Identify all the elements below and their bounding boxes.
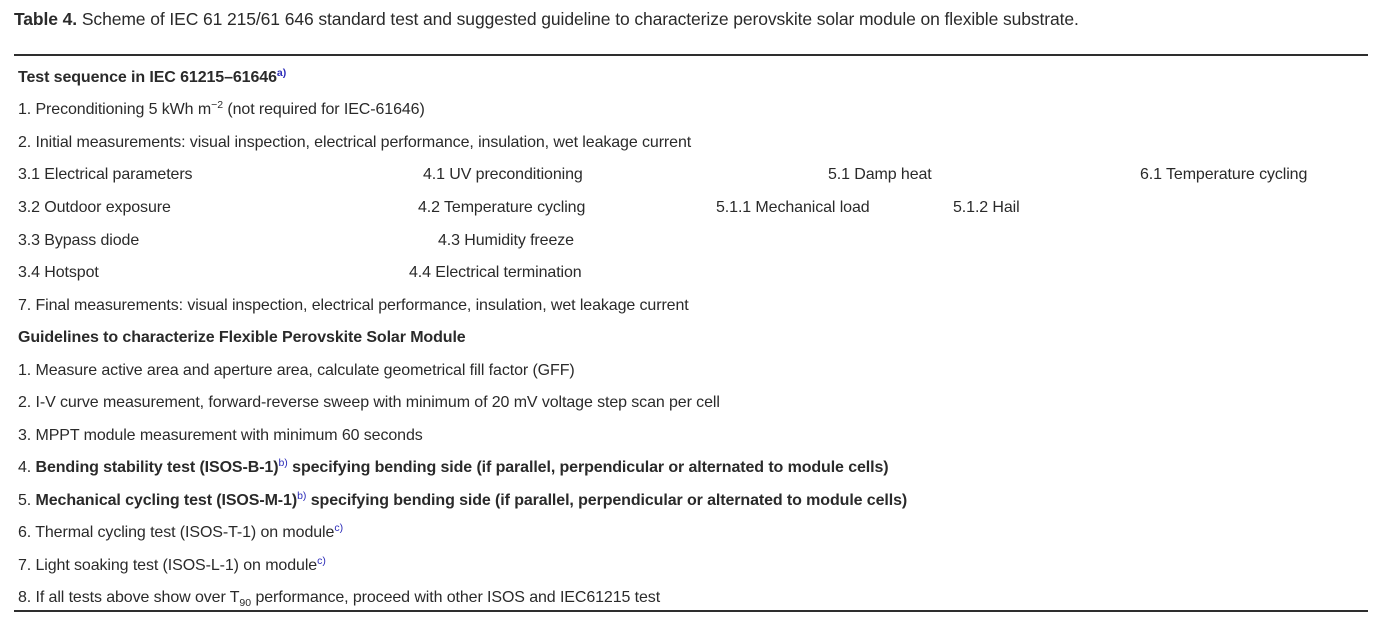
table-caption-text: Scheme of IEC 61 215/61 646 standard test and suggested guideline to characterize perovskite solar module on flexible substrate.: [77, 9, 1079, 29]
guideline-item-1: 1. Measure active area and aperture area, calculate geometrical fill factor (GFF): [18, 362, 575, 379]
grid-cell-4-2: 4.2 Temperature cycling: [418, 199, 586, 216]
test-sequence-grid-row-3: [0, 231, 1356, 251]
grid-cell-5-1-2: 5.1.2 Hail: [953, 199, 1020, 216]
item-5-test-name: Mechanical cycling test (ISOS-M-1): [35, 492, 298, 509]
guideline-item-2: 2. I-V curve measurement, forward-reverse sweep with minimum of 20 mV voltage step scan per cell: [18, 394, 720, 411]
item-8-post: performance, proceed with other ISOS and IEC61215 test: [251, 589, 661, 606]
item-1-pre: 1. Preconditioning 5 kWh m: [18, 101, 212, 118]
grid-cell-5-1: 5.1 Damp heat: [828, 166, 932, 183]
grid-cell-3-1: 3.1 Electrical parameters: [18, 166, 193, 183]
table-caption: [14, 9, 1079, 30]
item-8-subscript-t90: 90: [239, 597, 252, 609]
footnote-marker-a: a): [276, 67, 287, 79]
item-5-description: specifying bending side (if parallel, perpendicular or alternated to module cells): [306, 492, 908, 509]
item-1-exponent: −2: [211, 99, 224, 111]
item-5-number: 5.: [18, 492, 36, 509]
test-sequence-grid-row-1: [0, 165, 1356, 185]
grid-cell-3-4: 3.4 Hotspot: [18, 264, 99, 281]
table-bottom-rule: [14, 610, 1368, 612]
item-4-number: 4.: [18, 459, 36, 476]
test-sequence-item-1: [18, 100, 425, 121]
grid-cell-6-1: 6.1 Temperature cycling: [1140, 166, 1308, 183]
grid-cell-3-2: 3.2 Outdoor exposure: [18, 199, 171, 216]
section-header-test-sequence: [18, 68, 286, 89]
item-4-description: specifying bending side (if parallel, perpendicular or alternated to module cells): [287, 459, 889, 476]
footnote-marker-c: c): [334, 522, 344, 534]
grid-cell-3-3: 3.3 Bypass diode: [18, 232, 140, 249]
item-6-text: 6. Thermal cycling test (ISOS-T-1) on module: [18, 524, 335, 541]
test-sequence-item-7: 7. Final measurements: visual inspection, electrical performance, insulation, wet leakage current: [18, 297, 689, 314]
grid-cell-4-3: 4.3 Humidity freeze: [438, 232, 574, 249]
section-header-text: Test sequence in IEC 61215–61646: [18, 69, 277, 86]
test-sequence-grid-row-2: [0, 198, 1356, 218]
footnote-marker-b2: b): [297, 490, 307, 502]
grid-cell-5-1-1: 5.1.1 Mechanical load: [716, 199, 870, 216]
item-8-pre: 8. If all tests above show over T: [18, 589, 240, 606]
grid-cell-4-4: 4.4 Electrical termination: [409, 264, 582, 281]
guideline-item-3: 3. MPPT module measurement with minimum 60 seconds: [18, 427, 423, 444]
guideline-item-8: [18, 588, 660, 609]
guideline-item-6: [18, 523, 343, 544]
test-sequence-item-2: 2. Initial measurements: visual inspection, electrical performance, insulation, wet leakage current: [18, 134, 692, 151]
grid-cell-4-1: 4.1 UV preconditioning: [423, 166, 583, 183]
guideline-item-5: [18, 491, 907, 512]
table-top-rule: [14, 54, 1368, 56]
footnote-marker-b: b): [278, 457, 288, 469]
item-1-post: (not required for IEC-61646): [223, 101, 425, 118]
footnote-marker-c2: c): [317, 555, 326, 567]
item-7-text: 7. Light soaking test (ISOS-L-1) on module: [18, 557, 318, 574]
test-sequence-grid-row-4: [0, 263, 1356, 283]
guideline-item-4: [18, 458, 889, 479]
section-header-guidelines: Guidelines to characterize Flexible Perovskite Solar Module: [18, 329, 466, 346]
item-4-test-name: Bending stability test (ISOS-B-1): [35, 459, 279, 476]
guideline-item-7: [18, 556, 326, 577]
table-caption-label: Table 4.: [14, 9, 78, 29]
